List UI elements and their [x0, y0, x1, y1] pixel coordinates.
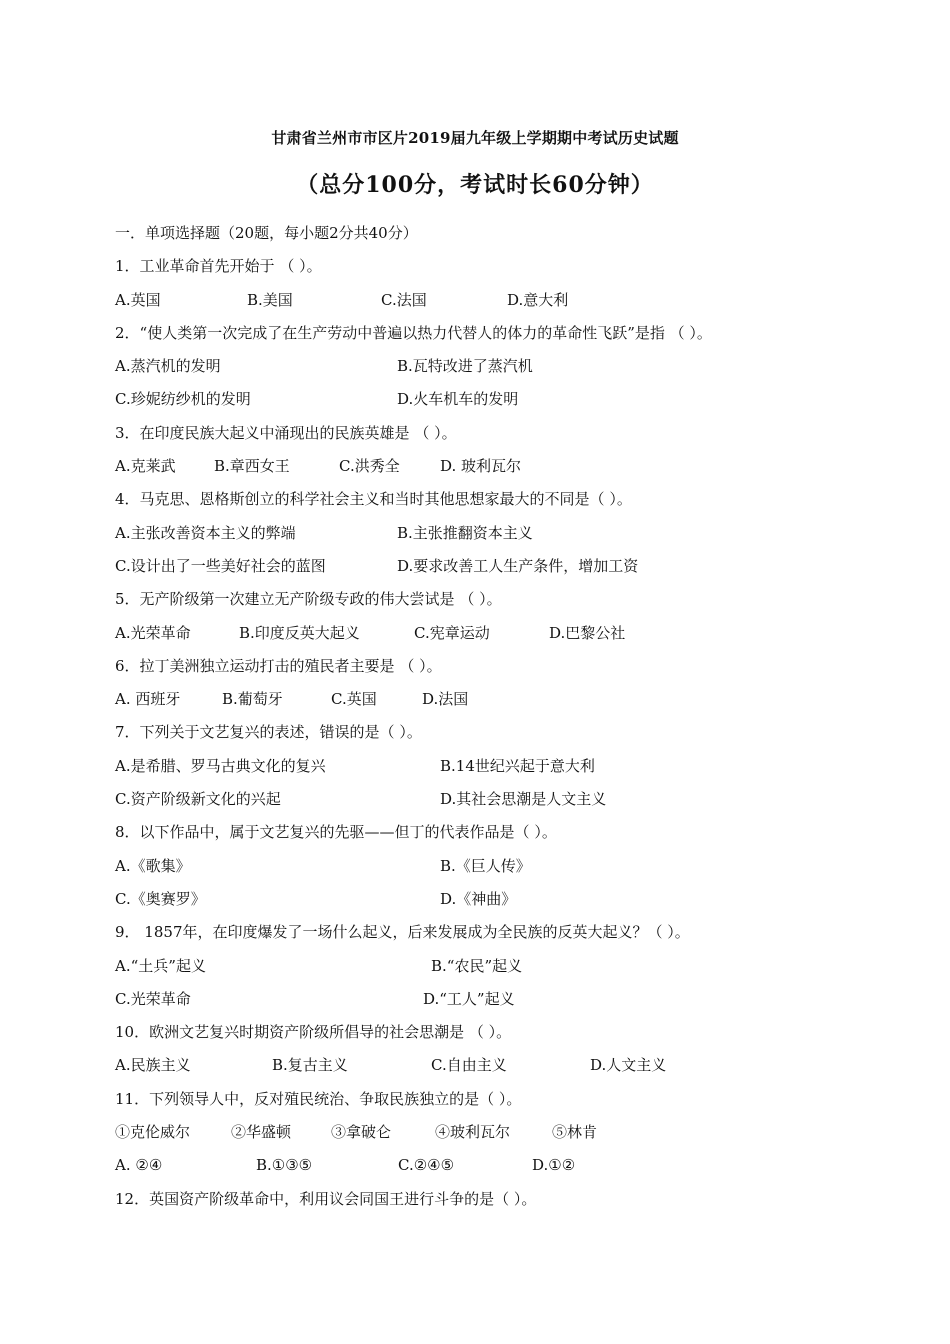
option-c: C.洪秀全 [339, 457, 400, 476]
question-stem: 9． 1857年，在印度爆发了一场什么起义，后来发展成为全民族的反英大起义？（ ）。 [115, 923, 690, 942]
statement-item: ①克伦威尔 [115, 1123, 191, 1142]
option-row [115, 289, 875, 322]
option-a: A.克莱武 [115, 457, 176, 476]
option-a: A. ②④ [115, 1156, 163, 1175]
exam-body [115, 222, 875, 1221]
option-c: C.法国 [381, 290, 427, 309]
option-a: A.主张改善资本主义的弊端 [115, 523, 296, 542]
option-b: B.美国 [247, 290, 293, 309]
section-heading: 一．单项选择题（20题，每小题2分共40分） [115, 224, 418, 242]
statement-item: ⑤林肯 [552, 1123, 598, 1142]
option-d: D.“工人”起义 [423, 989, 515, 1008]
option-d: D.《神曲》 [440, 889, 517, 908]
option-b: B.葡萄牙 [222, 690, 283, 709]
option-row [115, 355, 875, 388]
option-c: C.宪章运动 [414, 623, 490, 642]
option-b: B.①③⑤ [256, 1156, 313, 1175]
option-row [115, 855, 875, 888]
question-stem: 12．英国资产阶级革命中，利用议会同国王进行斗争的是（ ）。 [115, 1189, 537, 1208]
option-b: B.复古主义 [272, 1056, 348, 1075]
option-c: C.②④⑤ [398, 1156, 455, 1175]
option-b: B.章西女王 [214, 457, 290, 476]
option-row [115, 788, 875, 821]
statement-item: ④玻利瓦尔 [435, 1123, 511, 1142]
option-row [115, 755, 875, 788]
option-row [115, 688, 875, 721]
option-b: B.瓦特改进了蒸汽机 [397, 357, 533, 376]
option-a: A.蒸汽机的发明 [115, 357, 221, 376]
option-d: D. 玻利瓦尔 [440, 457, 522, 476]
option-a: A.《歌集》 [115, 856, 191, 875]
option-row [115, 1154, 875, 1187]
statement-item: ③拿破仑 [331, 1123, 392, 1142]
option-c: C.资产阶级新文化的兴起 [115, 790, 281, 809]
option-row [115, 622, 875, 655]
question-stem: 10．欧洲文艺复兴时期资产阶级所倡导的社会思潮是 （ ）。 [115, 1023, 512, 1042]
option-row [115, 388, 875, 421]
option-row [115, 955, 875, 988]
option-b: B.14世纪兴起于意大利 [440, 756, 595, 775]
question-stem: 8．以下作品中，属于文艺复兴的先驱——但丁的代表作品是（ ）。 [115, 823, 557, 842]
option-a: A.是希腊、罗马古典文化的复兴 [115, 756, 326, 775]
option-c: C.《奥赛罗》 [115, 889, 206, 908]
option-b: B.印度反英大起义 [239, 623, 360, 642]
question-stem: 11．下列领导人中，反对殖民统治、争取民族独立的是（ ）。 [115, 1089, 522, 1108]
option-row [115, 888, 875, 921]
question-stem: 1．工业革命首先开始于 （ ）。 [115, 257, 322, 276]
option-a: A.英国 [115, 290, 161, 309]
option-b: B.主张推翻资本主义 [397, 523, 533, 542]
question-stem: 5．无产阶级第一次建立无产阶级专政的伟大尝试是 （ ）。 [115, 590, 502, 609]
option-b: B.“农民”起义 [431, 956, 523, 975]
page-subtitle: （总分100分，考试时长60分钟） [296, 172, 654, 198]
statement-item: ②华盛顿 [231, 1123, 292, 1142]
option-d: D.要求改善工人生产条件，增加工资 [397, 556, 639, 575]
option-d: D.巴黎公社 [549, 623, 626, 642]
page-title: 甘肃省兰州市市区片2019届九年级上学期期中考试历史试题 [271, 129, 679, 147]
question-stem: 6．拉丁美洲独立运动打击的殖民者主要是 （ ）。 [115, 656, 442, 675]
option-c: C.珍妮纺纱机的发明 [115, 390, 251, 409]
option-a: A.光荣革命 [115, 623, 191, 642]
question-stem: 4．马克思、恩格斯创立的科学社会主义和当时其他思想家最大的不同是（ ）。 [115, 490, 632, 509]
option-d: D.火车机车的发明 [397, 390, 519, 409]
option-a: A.民族主义 [115, 1056, 191, 1075]
question-stem: 2．“使人类第一次完成了在生产劳动中普遍以热力代替人的体力的革命性飞跃”是指 （ ）。 [115, 323, 712, 342]
option-d: D.①② [532, 1156, 576, 1175]
option-d: D.法国 [422, 690, 469, 709]
option-row [115, 1054, 875, 1087]
option-row [115, 555, 875, 588]
option-c: C.英国 [331, 690, 377, 709]
option-d: D.其社会思潮是人文主义 [440, 790, 607, 809]
option-c: C.光荣革命 [115, 989, 191, 1008]
statement-row [115, 1121, 875, 1154]
option-c: C.自由主义 [431, 1056, 507, 1075]
option-c: C.设计出了一些美好社会的蓝图 [115, 556, 326, 575]
question-stem: 3．在印度民族大起义中涌现出的民族英雄是 （ ）。 [115, 423, 457, 442]
option-row [115, 522, 875, 555]
option-row [115, 988, 875, 1021]
option-d: D.人文主义 [590, 1056, 667, 1075]
option-d: D.意大利 [507, 290, 569, 309]
option-row [115, 455, 875, 488]
option-b: B.《巨人传》 [440, 856, 531, 875]
question-stem: 7．下列关于文艺复兴的表述，错误的是（ ）。 [115, 723, 422, 742]
option-a: A.“土兵”起义 [115, 956, 206, 975]
option-a: A. 西班牙 [115, 690, 181, 709]
